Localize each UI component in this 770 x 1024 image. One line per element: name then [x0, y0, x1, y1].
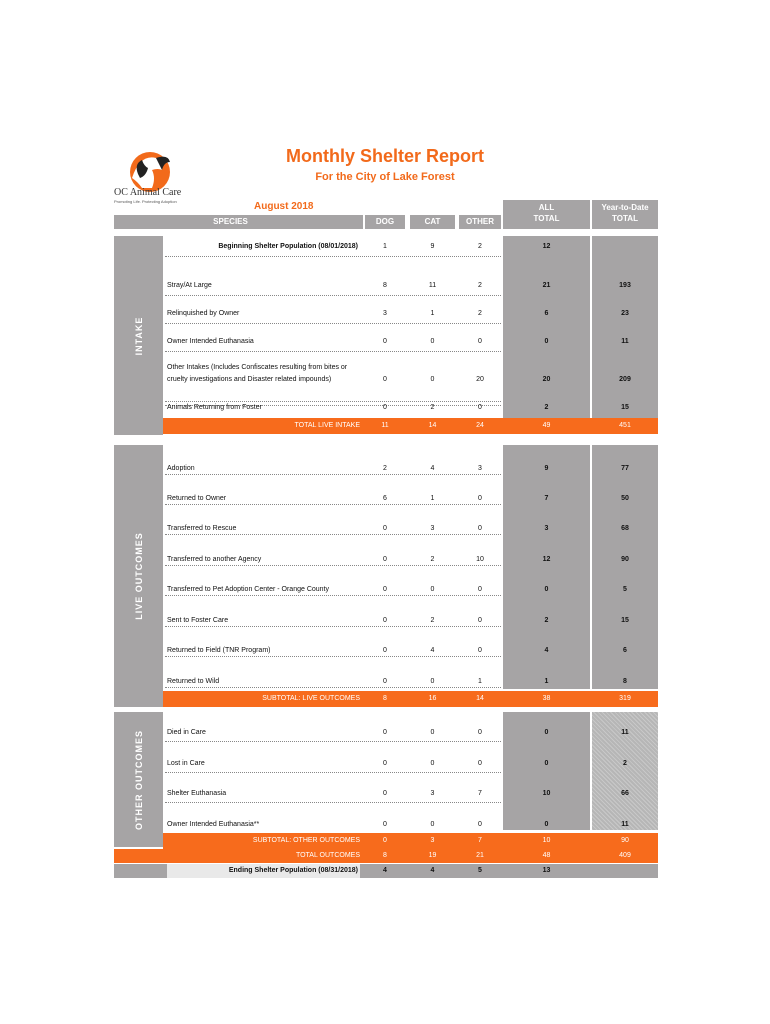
- beginning-dog: 1: [383, 243, 387, 250]
- cell-other: 2: [478, 282, 482, 289]
- other-outcomes-sidebar: OTHER OUTCOMES: [114, 712, 163, 847]
- cell-dog: 0: [383, 760, 387, 767]
- cell-other: 7: [478, 790, 482, 797]
- cell-dog: 0: [383, 556, 387, 563]
- row-label: Owner Intended Euthanasia**: [167, 821, 260, 828]
- total-dog: 0: [383, 837, 387, 844]
- row-label: Transferred to another Agency: [167, 556, 262, 563]
- cell-ytd: 11: [621, 338, 629, 345]
- row-label: Animals Returning from Foster: [167, 404, 262, 411]
- beginning-cat: 9: [430, 243, 435, 250]
- cell-ytd: 15: [621, 617, 629, 624]
- cell-other: 0: [478, 495, 482, 502]
- ytd-total-header: Year-to-Date TOTAL: [592, 200, 658, 229]
- total-cat: 14: [428, 422, 437, 429]
- cell-ytd: 68: [621, 525, 629, 532]
- cell-dog: 0: [383, 525, 387, 532]
- total-other: 7: [478, 837, 482, 844]
- total-ytd: 409: [619, 852, 631, 859]
- cell-ytd: 11: [621, 729, 629, 736]
- ending-dog: 4: [383, 867, 387, 874]
- cell-dog: 0: [383, 338, 387, 345]
- cell-other: 0: [478, 760, 482, 767]
- ending-cat: 4: [430, 867, 435, 874]
- cell-ytd: 6: [623, 647, 627, 654]
- cell-cat: 2: [430, 617, 435, 624]
- cell-other: 2: [478, 310, 482, 317]
- cell-all: 2: [544, 617, 549, 624]
- cell-ytd: 66: [621, 790, 629, 797]
- cell-other: 0: [478, 586, 482, 593]
- row-label: Stray/At Large: [167, 282, 212, 289]
- cell-other: 0: [478, 617, 482, 624]
- cell-dog: 6: [383, 495, 387, 502]
- total-dog: 11: [381, 422, 389, 429]
- cell-cat: 0: [430, 376, 435, 383]
- total-dog: 8: [383, 695, 387, 702]
- cell-all: 0: [544, 586, 549, 593]
- row-label: Lost in Care: [167, 760, 205, 767]
- cell-other: 3: [478, 465, 482, 472]
- cell-cat: 2: [430, 556, 435, 563]
- ending-other: 5: [478, 867, 482, 874]
- cell-other: 1: [478, 678, 482, 685]
- logo-name: OC Animal Care: [114, 187, 182, 198]
- cell-all: 0: [544, 760, 549, 767]
- cell-other: 0: [478, 647, 482, 654]
- cell-ytd: 50: [621, 495, 629, 502]
- cell-all: 3: [544, 525, 549, 532]
- total-other: 14: [476, 695, 484, 702]
- cell-ytd: 209: [619, 376, 631, 383]
- ending-label: Ending Shelter Population (08/31/2018): [228, 867, 358, 874]
- cell-all: 1: [544, 678, 549, 685]
- cat-header: CAT: [410, 215, 455, 229]
- total-all: 10: [542, 837, 551, 844]
- cell-cat: 0: [430, 821, 435, 828]
- total-label: SUBTOTAL: LIVE OUTCOMES: [262, 695, 360, 702]
- row-label: Other Intakes (Includes Confiscates resulting from bites or: [167, 364, 348, 371]
- cell-other: 0: [478, 404, 482, 411]
- logo-tagline: Promoting Life. Protecting Adoption: [114, 199, 177, 204]
- cell-cat: 1: [430, 495, 435, 502]
- beginning-all: 12: [542, 243, 551, 250]
- row-label: Owner Intended Euthanasia: [167, 338, 254, 345]
- total-label: TOTAL LIVE INTAKE: [294, 422, 360, 429]
- cell-cat: 3: [430, 525, 435, 532]
- cell-cat: 11: [428, 282, 437, 289]
- cell-ytd: 23: [621, 310, 629, 317]
- cell-dog: 2: [383, 465, 387, 472]
- ending-all: 13: [542, 867, 551, 874]
- total-other: 21: [476, 852, 484, 859]
- total-ytd: 451: [619, 422, 631, 429]
- cell-dog: 0: [383, 586, 387, 593]
- cell-cat: 0: [430, 586, 435, 593]
- total-all: 38: [542, 695, 551, 702]
- total-cat: 3: [430, 837, 435, 844]
- cell-dog: 3: [383, 310, 387, 317]
- cell-ytd: 8: [623, 678, 627, 685]
- cell-dog: 0: [383, 678, 387, 685]
- report-title: Monthly Shelter Report: [285, 146, 484, 166]
- total-cat: 19: [428, 852, 437, 859]
- total-dog: 8: [383, 852, 387, 859]
- row-label: Returned to Owner: [167, 495, 227, 502]
- cell-ytd: 15: [621, 404, 629, 411]
- total-all: 49: [542, 422, 551, 429]
- cell-all: 0: [544, 338, 549, 345]
- row-label: Returned to Wild: [167, 678, 220, 685]
- cell-all: 4: [544, 647, 549, 654]
- dog-header: DOG: [365, 215, 405, 229]
- total-ytd: 319: [619, 695, 631, 702]
- cell-ytd: 90: [621, 556, 629, 563]
- total-cat: 16: [428, 695, 437, 702]
- cell-dog: 0: [383, 617, 387, 624]
- cell-all: 10: [542, 790, 551, 797]
- cell-cat: 0: [430, 338, 435, 345]
- cell-ytd: 2: [623, 760, 627, 767]
- total-ytd: 90: [621, 837, 629, 844]
- cell-other: 0: [478, 821, 482, 828]
- row-label-continued: cruelty investigations and Disaster related impounds): [167, 376, 332, 383]
- row-label: Returned to Field (TNR Program): [167, 647, 271, 654]
- cell-ytd: 77: [621, 465, 629, 472]
- report-month: August 2018: [254, 201, 314, 212]
- cell-dog: 8: [383, 282, 387, 289]
- row-label: Relinquished by Owner: [167, 310, 240, 317]
- cell-cat: 0: [430, 729, 435, 736]
- cell-ytd: 5: [623, 586, 627, 593]
- cell-all: 20: [542, 376, 551, 383]
- cell-all: 0: [544, 821, 549, 828]
- cell-cat: 0: [430, 760, 435, 767]
- cell-other: 0: [478, 525, 482, 532]
- beginning-other: 2: [478, 243, 482, 250]
- cell-all: 2: [544, 404, 549, 411]
- total-all: 48: [542, 852, 551, 859]
- intake-sidebar: INTAKE: [114, 236, 163, 435]
- cell-other: 20: [476, 376, 484, 383]
- row-label: Died in Care: [167, 729, 206, 736]
- cell-cat: 4: [430, 465, 435, 472]
- cell-other: 0: [478, 729, 482, 736]
- cell-dog: 0: [383, 790, 387, 797]
- row-label: Adoption: [167, 465, 195, 472]
- cell-all: 9: [544, 465, 549, 472]
- report-subtitle: For the City of Lake Forest: [315, 171, 455, 183]
- cell-dog: 0: [383, 821, 387, 828]
- cell-cat: 3: [430, 790, 435, 797]
- total-label: SUBTOTAL: OTHER OUTCOMES: [252, 837, 360, 844]
- cell-cat: 4: [430, 647, 435, 654]
- total-label: TOTAL OUTCOMES: [295, 852, 360, 859]
- cell-other: 0: [478, 338, 482, 345]
- cell-other: 10: [476, 556, 484, 563]
- beginning-label: Beginning Shelter Population (08/01/2018): [218, 243, 358, 250]
- species-header: SPECIES: [114, 215, 363, 229]
- cell-all: 6: [544, 310, 549, 317]
- cell-ytd: 11: [621, 821, 629, 828]
- cell-ytd: 193: [619, 282, 631, 289]
- cell-cat: 2: [430, 404, 435, 411]
- all-total-header: ALL TOTAL: [503, 200, 590, 229]
- cell-dog: 0: [383, 404, 387, 411]
- cell-all: 0: [544, 729, 549, 736]
- cell-dog: 0: [383, 647, 387, 654]
- cell-dog: 0: [383, 376, 387, 383]
- total-other: 24: [476, 422, 484, 429]
- row-label: Shelter Euthanasia: [167, 790, 227, 797]
- cell-all: 7: [544, 495, 549, 502]
- row-label: Sent to Foster Care: [167, 617, 229, 624]
- row-label: Transferred to Rescue: [167, 525, 237, 532]
- live-outcomes-sidebar: LIVE OUTCOMES: [114, 445, 163, 707]
- cell-cat: 1: [430, 310, 435, 317]
- row-label: Transferred to Pet Adoption Center - Orange County: [167, 586, 329, 593]
- cell-all: 21: [542, 282, 551, 289]
- cell-cat: 0: [430, 678, 435, 685]
- other-header: OTHER: [459, 215, 501, 229]
- cell-dog: 0: [383, 729, 387, 736]
- cell-all: 12: [542, 556, 551, 563]
